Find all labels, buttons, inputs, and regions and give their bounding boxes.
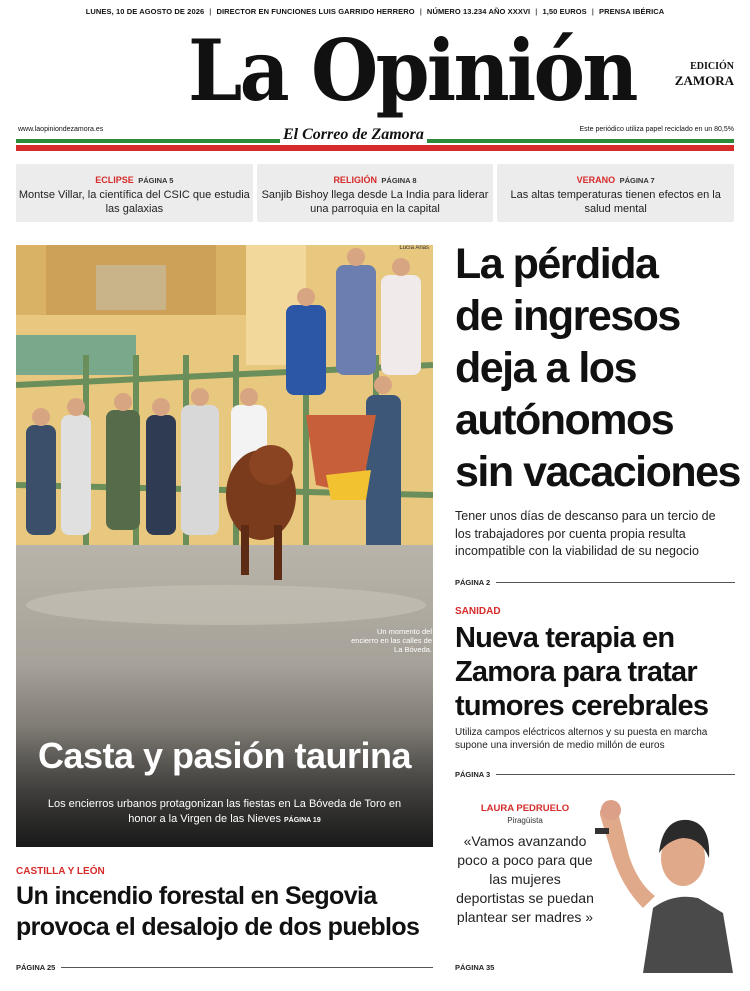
- lead-headline-line: La pérdida: [455, 240, 658, 288]
- edition-word: EDICIÓN: [690, 61, 734, 72]
- teaser-summer[interactable]: [497, 164, 734, 222]
- lead-headline-line: deja a los: [455, 344, 636, 392]
- interviewee-name: LAURA PEDRUELO: [480, 803, 570, 814]
- lead-headline[interactable]: [455, 238, 740, 498]
- issue-price: 1,50 EUROS: [542, 6, 587, 16]
- page-ref-text: PÁGINA 2: [455, 578, 491, 587]
- newspaper-subtitle: El Correo de Zamora: [280, 126, 427, 144]
- teaser-tag: ECLIPSE: [95, 175, 134, 185]
- photo-credit: Lucía Arias: [399, 245, 429, 251]
- health-deck: Utiliza campos eléctricos alternos y su puesta en marcha supone una inversión de medio millón de euros: [455, 727, 708, 751]
- issue-number: NÚMERO 13.234 AÑO XXXVI: [426, 6, 531, 16]
- bottom-headline[interactable]: Un incendio forestal en Segovia provoca el desalojo de dos pueblos: [16, 882, 420, 941]
- lead-deck: Tener unos días de descanso para un tercio de los trabajadores por cuenta propia resulta incompatible con la viabilidad de su negocio: [455, 509, 716, 558]
- bull-run-photo[interactable]: [16, 245, 433, 847]
- section-tag: SANIDAD: [455, 606, 501, 617]
- teaser-text: Las altas temperaturas tienen efectos en la salud mental: [510, 189, 721, 215]
- director-credit: DIRECTOR EN FUNCIONES LUIS GARRIDO HERRERO: [216, 6, 415, 16]
- page-ref-rule: [496, 582, 735, 583]
- teaser-page: PÁGINA 7: [619, 176, 655, 185]
- recycled-paper-note: Este periódico utiliza papel reciclado en un 80,5%: [579, 126, 734, 133]
- athlete-portrait: [583, 798, 737, 973]
- lead-story[interactable]: [455, 238, 740, 558]
- health-page-ref: [455, 770, 735, 779]
- lead-headline-line: autónomos: [455, 396, 674, 444]
- teaser-religion[interactable]: [257, 164, 494, 222]
- page-ref-rule: [496, 774, 735, 775]
- page-ref-text: PÁGINA 3: [455, 770, 491, 779]
- lead-page-ref: [455, 578, 735, 587]
- section-tag: CASTILLA Y LEÓN: [16, 866, 105, 877]
- health-story[interactable]: [455, 606, 737, 752]
- page-ref-text: PÁGINA 35: [455, 963, 495, 972]
- masthead: [0, 22, 750, 160]
- teaser-text: Sanjib Bishoy llega desde La India para liderar una parroquia en la capital: [261, 189, 489, 215]
- teaser-tag: RELIGIÓN: [333, 175, 377, 185]
- teaser-tag: VERANO: [576, 175, 616, 185]
- website-url[interactable]: www.laopiniondezamora.es: [18, 126, 104, 133]
- interviewee-role: Piragüista: [507, 816, 543, 825]
- teaser-strip: [16, 164, 734, 222]
- health-headline[interactable]: Nueva terapia en Zamora para tratar tumores cerebrales: [455, 622, 709, 722]
- publisher-group: PRENSA IBÉRICA: [599, 6, 665, 16]
- photo-caption: Un momento del encierro en las calles de La Bóveda.: [351, 627, 432, 654]
- teaser-eclipse[interactable]: [16, 164, 253, 222]
- photo-deck: [46, 797, 403, 828]
- bottom-story[interactable]: [16, 866, 436, 943]
- newspaper-title[interactable]: La Opinión: [188, 21, 636, 120]
- teaser-text: Montse Villar, la científica del CSIC que estudia las galaxias: [18, 189, 250, 215]
- flag-stripe-red: [16, 145, 734, 151]
- teaser-page: PÁGINA 5: [138, 176, 174, 185]
- photo-page-ref: PÁGINA 19: [284, 817, 321, 824]
- edition-label: [675, 60, 734, 88]
- page-ref-rule: [61, 967, 433, 968]
- interview-box[interactable]: [455, 798, 737, 973]
- top-info-line: LUNES, 10 DE AGOSTO DE 2026 | DIRECTOR EN FUNCIONES LUIS GARRIDO HERRERO | NÚMERO 13.234 AÑO XXXVI | 1,50 EUROS | PRENSA IBÉRICA: [85, 6, 665, 16]
- page-ref-text: PÁGINA 25: [16, 963, 56, 972]
- bottom-page-ref: [16, 963, 433, 972]
- interview-quote: «Vamos avanzando poco a poco para que las mujeres deportistas se puedan plantear ser madres »: [456, 833, 594, 925]
- interview-page-ref: [455, 963, 585, 972]
- photo-deck-text: Los encierros urbanos protagonizan las fiestas en La Bóveda de Toro en honor a la Virgen de las Nieves: [47, 798, 402, 825]
- lead-headline-line: de ingresos: [455, 292, 680, 340]
- teaser-page: PÁGINA 8: [381, 176, 417, 185]
- photo-headline[interactable]: Casta y pasión taurina: [37, 735, 412, 776]
- issue-date: LUNES, 10 DE AGOSTO DE 2026: [85, 6, 205, 16]
- edition-city: ZAMORA: [674, 73, 734, 88]
- lead-headline-line: sin vacaciones: [455, 448, 740, 496]
